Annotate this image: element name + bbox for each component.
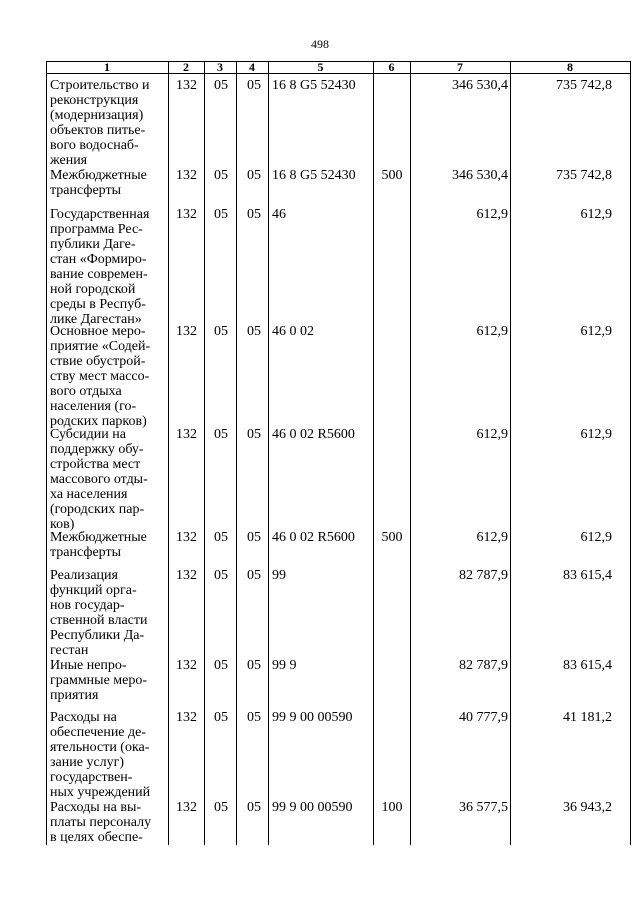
column-header: 2 [183,60,189,74]
column-divider [46,61,47,845]
column-header: 5 [317,60,324,74]
ministry-code: 132 [176,800,197,815]
amount-year-1: 82 787,9 [459,568,508,583]
target-item-code: 46 0 02 R5600 [272,530,355,545]
target-item-code: 46 0 02 [272,324,314,339]
amount-year-1: 36 577,5 [459,800,508,815]
section-code: 05 [214,658,228,673]
amount-year-2: 41 181,2 [563,710,612,725]
amount-year-2: 83 615,4 [563,658,612,673]
section-code: 05 [214,168,228,183]
row-name: Реализация функций орга- нов государ- ственной власти Республики Да- гестан [50,568,148,658]
amount-year-2: 735 742,8 [556,168,612,183]
amount-year-2: 612,9 [580,530,612,545]
amount-year-1: 82 787,9 [459,658,508,673]
target-item-code: 99 9 00 00590 [272,800,353,815]
ministry-code: 132 [176,427,197,442]
row-name: Расходы на обеспечение де- ятельности (ока- зание услуг) государствен- ных учреждений [50,710,151,800]
column-divider [236,61,237,845]
column-divider [204,61,205,845]
subsection-code: 05 [247,207,261,222]
subsection-code: 05 [247,710,261,725]
target-item-code: 16 8 G5 52430 [272,168,356,183]
target-item-code: 16 8 G5 52430 [272,78,356,93]
subsection-code: 05 [247,324,261,339]
column-divider [168,61,169,845]
target-item-code: 99 9 [272,658,297,673]
expense-type-code: 500 [381,530,403,545]
target-item-code: 46 0 02 R5600 [272,427,355,442]
column-header: 3 [217,60,223,74]
section-code: 05 [214,427,228,442]
subsection-code: 05 [247,658,261,673]
amount-year-1: 346 530,4 [452,168,508,183]
amount-year-1: 612,9 [476,530,508,545]
section-code: 05 [214,800,228,815]
ministry-code: 132 [176,568,197,583]
ministry-code: 132 [176,324,197,339]
target-item-code: 99 9 00 00590 [272,710,353,725]
ministry-code: 132 [176,530,197,545]
subsection-code: 05 [247,800,261,815]
row-name: Межбюджетные трансферты [50,530,147,560]
amount-year-2: 735 742,8 [556,78,612,93]
column-divider [373,61,374,845]
section-code: 05 [214,324,228,339]
amount-year-2: 36 943,2 [563,800,612,815]
column-divider [410,61,411,845]
column-header: 4 [249,60,255,74]
column-divider [630,61,631,845]
ministry-code: 132 [176,78,197,93]
header-bottom-border [46,73,630,74]
ministry-code: 132 [176,658,197,673]
row-name: Межбюджетные трансферты [50,168,147,198]
subsection-code: 05 [247,78,261,93]
column-header: 8 [567,60,573,74]
row-name: Основное меро- приятие «Содей- ствие обустрой- ству мест массо- вого отдыха населения (го- родских парков) [50,324,151,429]
ministry-code: 132 [176,207,197,222]
subsection-code: 05 [247,530,261,545]
amount-year-1: 612,9 [476,207,508,222]
amount-year-2: 83 615,4 [563,568,612,583]
section-code: 05 [214,78,228,93]
page-number: 498 [311,37,329,51]
amount-year-1: 346 530,4 [452,78,508,93]
amount-year-1: 612,9 [476,324,508,339]
amount-year-1: 612,9 [476,427,508,442]
expense-type-code: 100 [381,800,403,815]
column-header: 6 [388,60,395,74]
column-header: 1 [104,60,110,74]
section-code: 05 [214,710,228,725]
row-name: Субсидии на поддержку обу- стройства мест массового отды- ха населения (городских пар- ков) [50,427,148,532]
section-code: 05 [214,568,228,583]
row-name: Иные непро- граммные меро- приятия [50,658,148,703]
ministry-code: 132 [176,168,197,183]
amount-year-2: 612,9 [580,427,612,442]
amount-year-2: 612,9 [580,324,612,339]
target-item-code: 99 [272,568,286,583]
row-name: Расходы на вы- платы персоналу в целях обеспе- [50,800,152,845]
subsection-code: 05 [247,168,261,183]
expense-type-code: 500 [381,168,403,183]
amount-year-1: 40 777,9 [459,710,508,725]
section-code: 05 [214,530,228,545]
amount-year-2: 612,9 [580,207,612,222]
row-name: Строительство и реконструкция (модернизация) объектов питье- вого водоснаб- жения [50,78,150,168]
section-code: 05 [214,207,228,222]
target-item-code: 46 [272,207,286,222]
column-divider [510,61,511,845]
subsection-code: 05 [247,427,261,442]
row-name: Государственная программа Рес- публики Даге- стан «Формиро- вание современ- ной городской среды в Респуб- лике Дагестан» [50,207,150,327]
subsection-code: 05 [247,568,261,583]
ministry-code: 132 [176,710,197,725]
column-header: 7 [457,60,463,74]
